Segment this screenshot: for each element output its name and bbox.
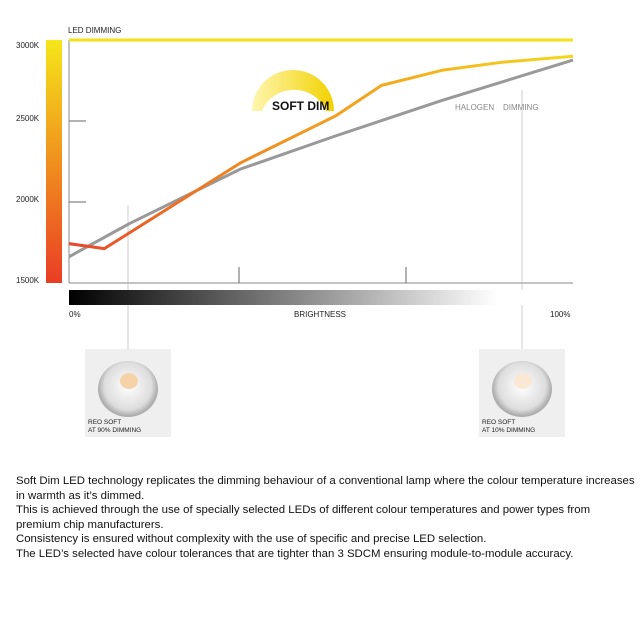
lamp-caption: REO SOFT xyxy=(482,419,516,426)
halogen-label: HALOGEN xyxy=(455,103,495,112)
y-tick-label: 2000K xyxy=(16,195,40,204)
temperature-scale xyxy=(46,40,62,283)
lamp-caption: AT 90% DIMMING xyxy=(88,427,142,434)
y-tick-label: 1500K xyxy=(16,276,40,285)
brightness-gradient-bar xyxy=(69,290,573,305)
halogen-label: DIMMING xyxy=(503,103,539,112)
bulb xyxy=(514,373,532,389)
soft-dim-badge: SOFT DIM xyxy=(272,99,330,113)
description-paragraph: Consistency is ensured without complexity with the use of specific and precise LED selection. xyxy=(16,533,487,546)
lamp-photo-10 xyxy=(479,349,565,437)
bulb xyxy=(120,373,138,389)
lamp-caption: REO SOFT xyxy=(88,419,122,426)
y-tick-label: 2500K xyxy=(16,114,40,123)
x-axis-label: BRIGHTNESS xyxy=(294,310,347,319)
description-paragraph: Soft Dim LED technology replicates the dimming behaviour of a conventional lamp where the colour temperature increases in warmth as it’s dimmed. xyxy=(16,475,635,502)
description xyxy=(16,474,636,562)
y-tick-label: 3000K xyxy=(16,41,40,50)
description-paragraph: This is achieved through the use of specially selected LEDs of different colour temperatures and power types from premium chip manufacturers. xyxy=(16,504,591,531)
x-tick-label: 100% xyxy=(550,310,571,319)
lamp-caption: AT 10% DIMMING xyxy=(482,427,536,434)
x-tick-label: 0% xyxy=(69,310,81,319)
description-paragraph: The LED’s selected have colour tolerances that are tighter than 3 SDCM ensuring module-to-module accuracy. xyxy=(16,547,574,560)
lamp-photo-90 xyxy=(85,349,171,437)
chart-title: LED DIMMING xyxy=(68,26,122,35)
